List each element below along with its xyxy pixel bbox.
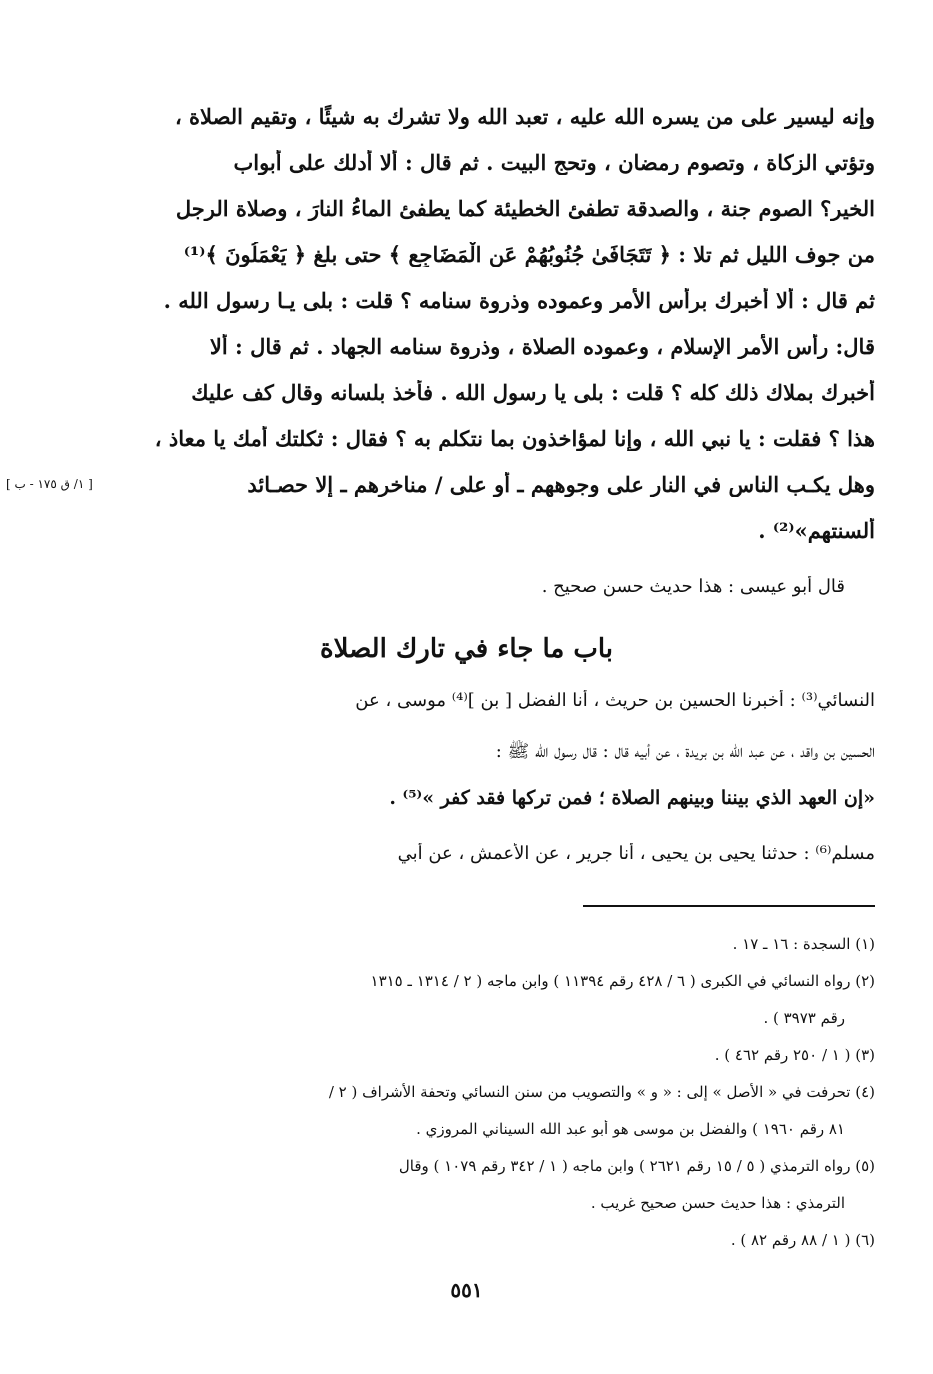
body-line-1: وإنه ليسير على من يسره الله عليه ، تعبد الله ولا تشرك به شيئًا ، وتقيم الصلاة ، xyxy=(174,104,875,129)
chapter-heading: باب ما جاء في تارك الصلاة xyxy=(319,634,614,664)
nasai-line-3: «إن العهد الذي بيننا وبينهم الصلاة ؛ فمن تركها فقد كفر »⁽⁵⁾ . xyxy=(389,787,875,809)
footnote-5: (٥) رواه الترمذي ( ٥ / ١٥ رقم ٢٦٢١ ) وابن ماجه ( ١ / ٣٤٢ رقم ١٠٧٩ ) وقال xyxy=(398,1157,875,1175)
footnote-1: (١) السجدة : ١٦ ـ ١٧ . xyxy=(732,935,875,953)
manuscript-folio-note: [ ١/ ق ١٧٥ - ب ] xyxy=(6,477,93,491)
footnote-4: (٤) تحرفت في « الأصل » إلى : « و » والتصويب من سنن النسائي وتحفة الأشراف ( ٢ / xyxy=(328,1083,875,1101)
body-line-4: من جوف الليل ثم تلا : ﴿ تَتَجَافَىٰ جُنُوبُهُمْ عَنِ الْمَضَاجِعِ ﴾ حتى بلغ ﴿ يَعْمَلُونَ ﴾⁽¹⁾ xyxy=(183,242,875,267)
body-line-6: قال: رأس الأمر الإسلام ، وعموده الصلاة ، وذروة سنامه الجهاد . ثم قال : ألا xyxy=(209,334,875,359)
nasai-line-1: النسائي⁽³⁾ : أخبرنا الحسين بن حريث ، أنا الفضل [ بن ]⁽⁴⁾ موسى ، عن xyxy=(355,690,875,711)
nasai-line-2: الحسين بن واقد ، عن عبد الله بن بريدة ، عن أبيه قال : قال رسول الله ﷺ : xyxy=(495,741,875,762)
body-line-10: ألسنتهم»⁽²⁾ . xyxy=(758,518,875,543)
body-line-9: وهل يكـب الناس في النار على وجوههم ـ أو على / مناخرهم ـ إلا حصـائد xyxy=(247,472,875,497)
footnote-6: (٦) ( ١ / ٨٨ رقم ٨٢ ) . xyxy=(730,1231,875,1249)
footnote-5-cont: الترمذي : هذا حديث حسن صحيح غريب . xyxy=(590,1194,845,1212)
body-line-2: وتؤتي الزكاة ، وتصوم رمضان ، وتحج البيت . ثم قال : ألا أدلك على أبواب xyxy=(233,150,875,175)
footnote-2-cont: رقم ٣٩٧٣ ) . xyxy=(763,1009,845,1027)
muslim-line: مسلم⁽⁶⁾ : حدثنا يحيى بن يحيى ، أنا جرير ، عن الأعمش ، عن أبي xyxy=(397,843,875,864)
body-line-7: أخبرك بملاك ذلك كله ؟ قلت : بلى يا رسول الله . فأخذ بلسانه وقال كف عليك xyxy=(191,380,875,405)
footnote-3: (٣) ( ١ / ٢٥٠ رقم ٤٦٢ ) . xyxy=(714,1046,875,1064)
page-number: ٥٥١ xyxy=(450,1278,483,1302)
body-line-8: هذا ؟ فقلت : يا نبي الله ، وإنا لمؤاخذون بما نتكلم به ؟ فقال : ثكلتك أمك يا معاذ ، xyxy=(154,426,875,451)
body-line-3: الخير؟ الصوم جنة ، والصدقة تطفئ الخطيئة كما يطفئ الماءُ النارَ ، وصلاة الرجل xyxy=(175,196,875,221)
footnote-separator xyxy=(583,905,875,907)
body-line-5: ثم قال : ألا أخبرك برأس الأمر وعموده وذروة سنامه ؟ قلت : بلى يـا رسول الله . xyxy=(163,288,875,313)
tirmidhi-note: قال أبو عيسى : هذا حديث حسن صحيح . xyxy=(541,576,845,597)
footnote-4-cont: ٨١ رقم ١٩٦٠ ) والفضل بن موسى هو أبو عبد الله السيناني المروزي . xyxy=(416,1120,845,1138)
footnote-2: (٢) رواه النسائي في الكبرى ( ٦ / ٤٢٨ رقم ١١٣٩٤ ) وابن ماجه ( ٢ / ١٣١٤ ـ ١٣١٥ xyxy=(370,972,875,990)
